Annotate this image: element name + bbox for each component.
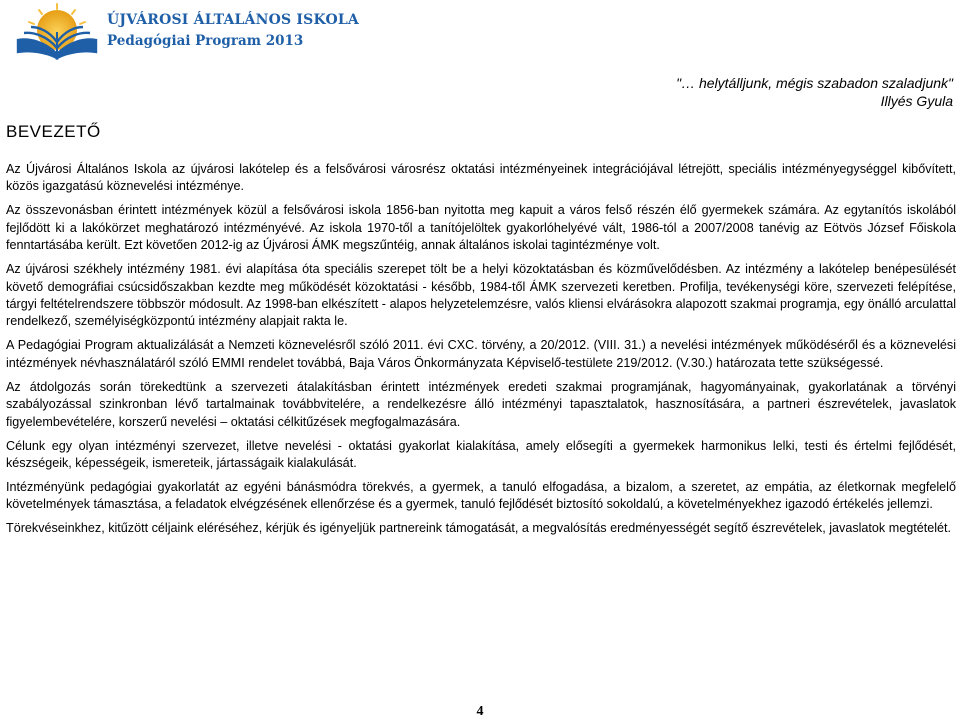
paragraph: Intézményünk pedagógiai gyakorlatát az egyéni bánásmódra törekvés, a gyermek, a tanuló elfogadása, a bizalom, a szeretet, az empátia, az életkornak megfelelő követelmények támasztása, a feladatok elvégzésének ellenőrzése és a gyermek, tanuló fejlődését biztosító sokoldalú, a követelményekhez igazodó értékelés jellemzi. [6, 480, 956, 512]
paragraph: Az Újvárosi Általános Iskola az újvárosi lakótelep és a felsővárosi városrész oktatási intézményeinek integrációjával létrejött, speciális intézményegységgel kibővített, közös igazgatású köznevelési intézménye. [6, 162, 956, 194]
motto-quote: "… helytálljunk, mégis szabadon szaladjunk" [676, 75, 953, 91]
paragraph: Az összevonásban érintett intézmények közül a felsővárosi iskola 1856-ban nyitotta meg kapuit a város felső részén élő gyermekek számára. Az egytanítós iskolából fejlődött ki a lakókörzet meghatározó intézményévé. Az iskola 1970-től a tanítójelöltek gyakorlóhelyévé vált, 1986-tól a 2007/2008 tanévig az Eötvös József Főiskola fenntartásába került. Ezt követően 2012-ig az Újvárosi ÁMK megszűntéig, annak általános iskolai tagintézménye volt. [6, 203, 956, 253]
motto-author: Illyés Gyula [880, 93, 953, 109]
paragraph: Az újvárosi székhely intézmény 1981. évi alapítása óta speciális szerepet tölt be a helyi közoktatásban és közművelődésben. Az intézmény a lakótelep benépesülését követő demográfiai csúcsidőszakban kezdte meg működését közoktatási - később, 1984-től ÁMK szervezeti keretben. Profilja, tevékenységi köre, szervezeti felépítése, tárgyi feltételrendszere többször módosult. Az 1998-ban elkészített - alapos helyzetelemzésre, valós kliensi elvárásokra alapozott szakmai programja, egy önálló arculattal rendelkező, személyiségközpontú intézmény alapjait rakta le. [6, 262, 956, 329]
school-name: ÚJVÁROSI ÁLTALÁNOS ISKOLA [107, 12, 359, 28]
open-book-logo-icon [12, 2, 102, 60]
paragraph: Az átdolgozás során törekedtünk a szervezeti átalakításban érintett intézmények eredeti szakmai programjának, hagyományainak, gyakorlatának a törvényi szabályozással szinkronban lévő tartalmainak továbbvitelére, a rendelkezésre álló intézményi tapasztalatok, hasznosítására, a partneri észrevételek, javaslatok figyelembevételére, korszerű nevelési – oktatási célkitűzések megfogalmazására. [6, 379, 956, 429]
motto [676, 74, 953, 110]
section-heading: BEVEZETŐ [6, 122, 101, 141]
paragraph: Célunk egy olyan intézményi szervezet, illetve nevelési - oktatási gyakorlat kialakítása, amely elősegíti a gyermekek harmonikus lelki, testi és értelmi fejlődését, készségeik, képességeik, ismereteik, jártasságaik kialakulását. [6, 438, 956, 471]
program-name: Pedagógiai Program 2013 [107, 33, 304, 49]
page-header [0, 0, 960, 62]
paragraph: Törekvéseinkhez, kitűzött céljaink eléréséhez, kérjük és igényeljük partnereink támogatását, a megvalósítás eredményességét segítő észrevételek, javaslatok megtételét. [6, 521, 952, 536]
page-number: 4 [476, 704, 484, 719]
body-text [6, 161, 956, 544]
paragraph: A Pedagógiai Program aktualizálását a Nemzeti köznevelésről szóló 2011. évi CXC. törvény, a 20/2012. (VIII. 31.) a nevelési intézmények működéséről és a köznevelési intézmények névhasználatáról szóló EMMI rendelet továbbá, Baja Város Önkormányzata Képviselő-testülete 219/2012. (V.30.) határozata tette szükségessé. [6, 338, 956, 370]
